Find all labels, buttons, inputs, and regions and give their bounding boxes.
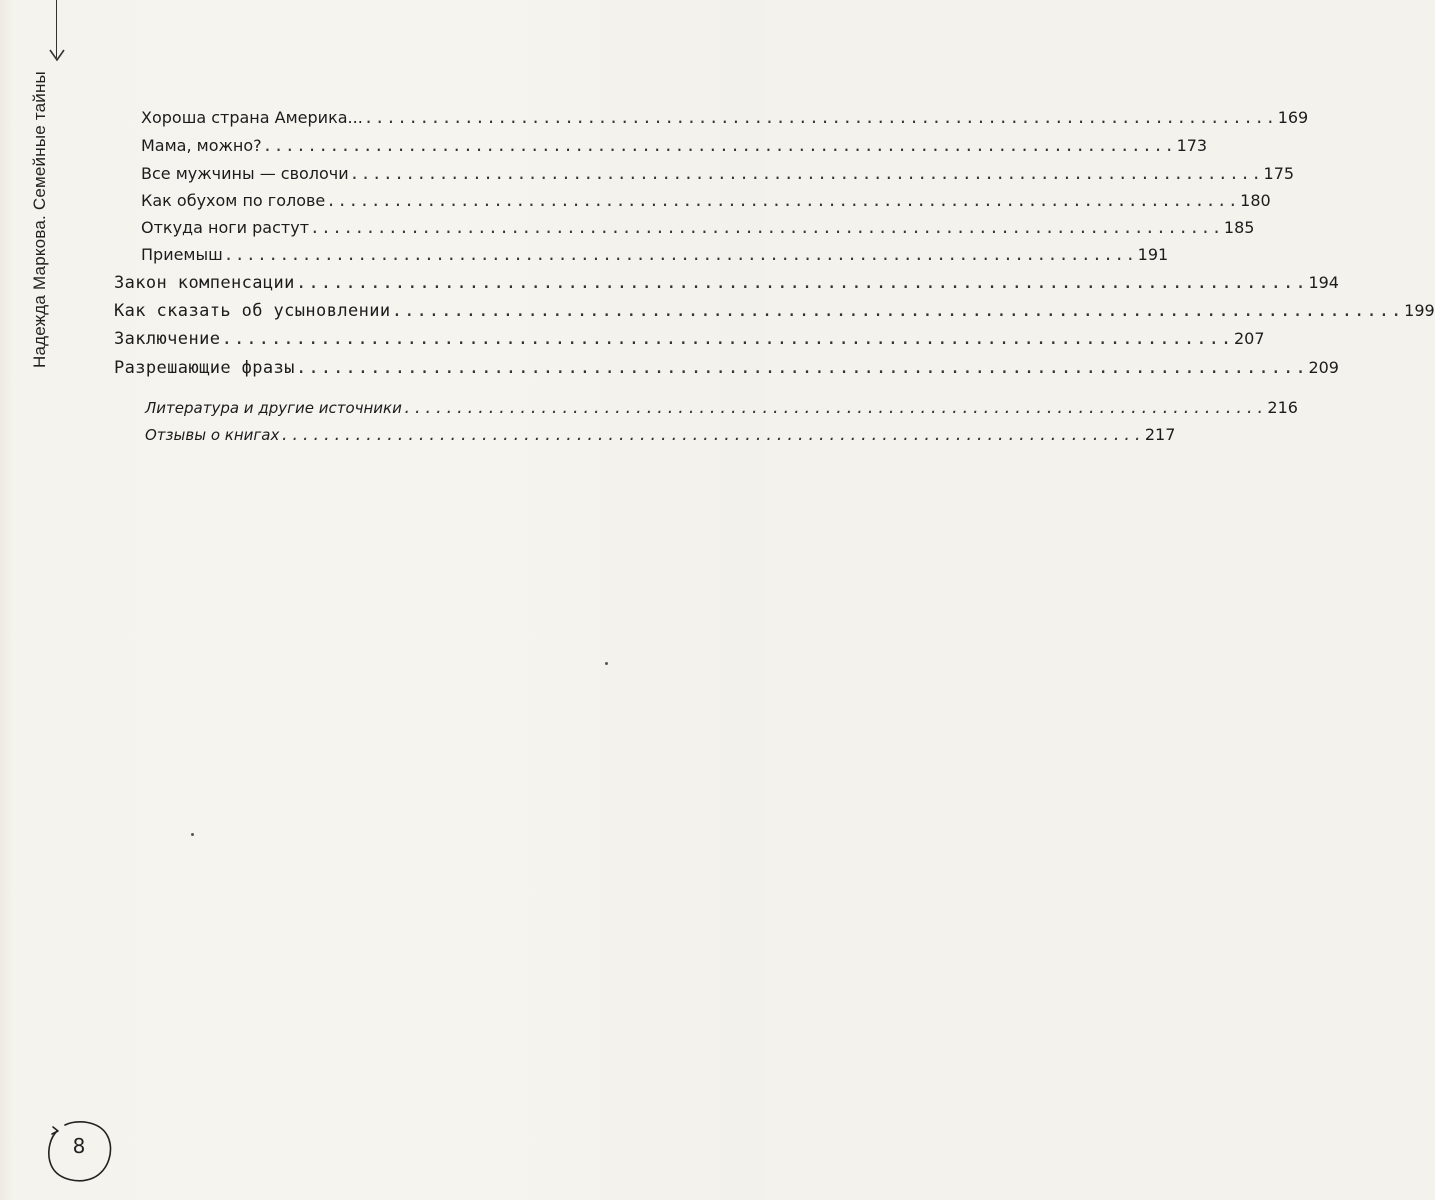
toc-entry-title: Литература и другие источники: [145, 399, 402, 417]
toc-leader-dots: ..................................................................................: [363, 108, 1277, 127]
toc-entry-title: Как сказать об усыновлении: [114, 301, 391, 321]
toc-entry-page: 175: [1263, 164, 1295, 183]
toc-entry[interactable]: [141, 245, 1169, 264]
toc-entry[interactable]: [141, 164, 1295, 183]
toc-leader-dots: ..................................................................................: [310, 218, 1223, 237]
toc-entry-page: 194: [1308, 273, 1339, 292]
toc-chapter-entry[interactable]: [114, 357, 1339, 378]
page-number: 8: [72, 1134, 86, 1158]
toc-entry-page: 217: [1144, 425, 1176, 444]
toc-leader-dots: ..................................................................................: [295, 272, 1308, 293]
toc-entry-title: Мама, можно?: [141, 136, 262, 155]
toc-leader-dots: ..................................................................................: [280, 426, 1144, 444]
toc-leader-dots: ..................................................................................: [349, 164, 1263, 183]
toc-chapter-entry[interactable]: [114, 328, 1265, 349]
toc-leader-dots: ..................................................................................: [402, 399, 1267, 417]
toc-entry-page: 191: [1137, 245, 1169, 264]
toc-entry-page: 207: [1234, 329, 1265, 348]
toc-leader-dots: ..................................................................................: [262, 136, 1176, 155]
toc-entry-title: Заключение: [114, 329, 221, 349]
toc-chapter-entry[interactable]: [114, 300, 1435, 321]
toc-entry-page: 216: [1267, 398, 1298, 417]
toc-entry-page: 169: [1277, 108, 1309, 127]
toc-entry-page: 185: [1223, 218, 1255, 237]
toc-entry[interactable]: [141, 218, 1255, 237]
toc-entry[interactable]: [141, 191, 1271, 210]
toc-entry-page: 209: [1308, 358, 1339, 377]
toc-leader-dots: ..................................................................................: [223, 245, 1137, 264]
toc-entry-title: Закон компенсации: [114, 273, 295, 293]
toc-entry-title: Все мужчины — сволочи: [141, 164, 349, 183]
running-title: Надежда Маркова. Семейные тайны: [30, 71, 49, 368]
toc-entry-title: Отзывы о книгах: [145, 426, 280, 444]
toc-leader-dots: ..................................................................................: [221, 328, 1233, 349]
toc-entry-title: Разрешающие фразы: [114, 358, 295, 378]
toc-entry-page: 173: [1176, 136, 1208, 155]
toc-appendix-entry[interactable]: [145, 425, 1176, 444]
paper-speck: [191, 833, 194, 836]
toc-entry-page: 180: [1240, 191, 1271, 210]
toc-leader-dots: ..................................................................................: [295, 357, 1308, 378]
toc-appendix-entry[interactable]: [145, 398, 1298, 417]
toc-chapter-entry[interactable]: [114, 272, 1339, 293]
toc-entry-title: Приемыш: [141, 245, 223, 264]
toc-leader-dots: ..................................................................................: [326, 191, 1240, 210]
toc-leader-dots: ..................................................................................: [391, 300, 1404, 321]
paper-speck: [605, 662, 608, 665]
toc-entry-title: Хороша страна Америка...: [141, 108, 363, 127]
toc-entry[interactable]: [141, 136, 1208, 155]
toc-entry[interactable]: [141, 108, 1309, 127]
toc-entry-title: Откуда ноги растут: [141, 218, 310, 237]
toc-entry-page: 199: [1404, 301, 1435, 320]
toc-entry-title: Как обухом по голове: [141, 191, 326, 210]
